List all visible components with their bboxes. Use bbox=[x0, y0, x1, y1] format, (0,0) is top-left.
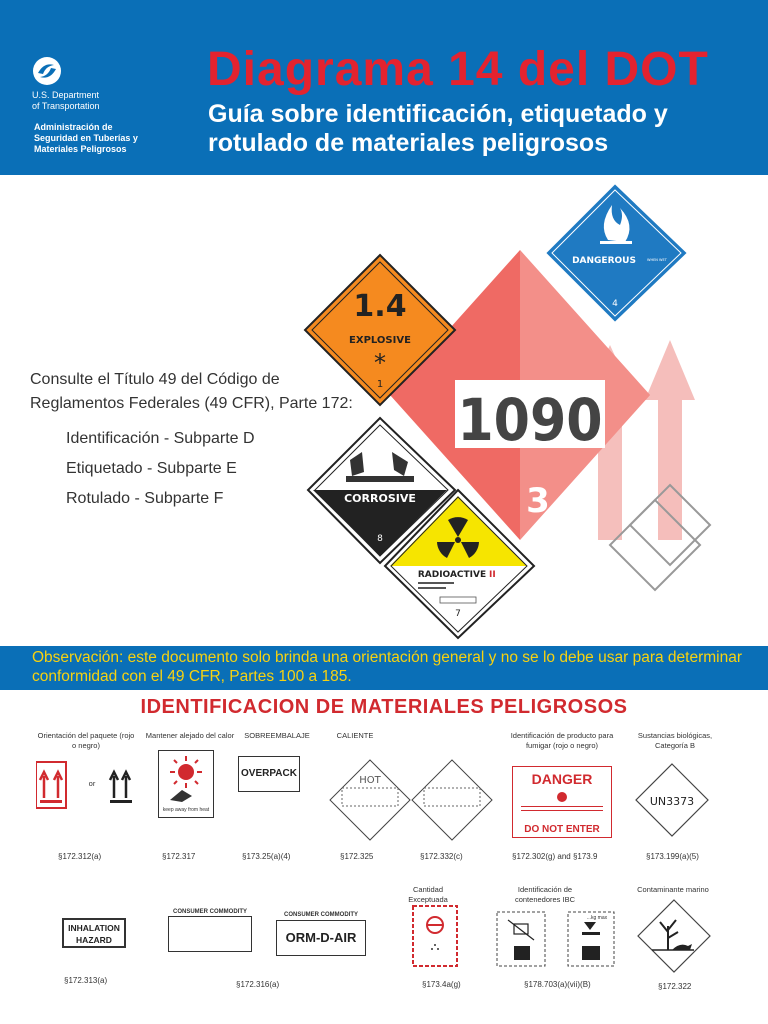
svg-text:CORROSIVE: CORROSIVE bbox=[344, 492, 416, 505]
hot-ref: §172.325 bbox=[340, 852, 374, 861]
overpack-label: SOBREEMBALAJE bbox=[244, 731, 310, 740]
biological-ref: §173.199(a)(5) bbox=[646, 852, 699, 861]
excepted-label: Cantidad Exceptuada bbox=[408, 885, 448, 904]
list-item: Rotulado - Subparte F bbox=[66, 490, 224, 507]
consumer-commodity-mark bbox=[168, 916, 252, 952]
svg-text:HOT: HOT bbox=[359, 775, 381, 786]
ibc-kg-label: ...kg max bbox=[586, 915, 608, 921]
inhalation-hazard-mark: INHALATION HAZARD bbox=[62, 918, 126, 948]
ibc-ref: §178.703(a)(vii)(B) bbox=[524, 980, 591, 989]
consumer-ref: §172.316(a) bbox=[236, 980, 280, 989]
intro-text: Consulte el Título 49 del Código de Reglamentos Federales (49 CFR), Parte 172: bbox=[30, 371, 353, 412]
orientation-label: Orientación del paquete (rojo o negro) bbox=[37, 731, 135, 750]
overpack-mark: OVERPACK bbox=[238, 756, 300, 792]
heat-caption: keep away from heat bbox=[162, 807, 210, 813]
page-title: Diagrama 14 del DOT bbox=[207, 43, 709, 96]
page-subtitle: Guía sobre identificación, etiquetado y rotulado de materiales peligrosos bbox=[208, 100, 668, 157]
svg-text:II: II bbox=[489, 570, 496, 580]
marine-pollutant-mark bbox=[636, 898, 712, 974]
svg-text:RADIOACTIVE: RADIOACTIVE bbox=[417, 570, 487, 580]
fumigant-label: Identificación de producto para fumigar (rojo o negro) bbox=[510, 731, 614, 750]
note-text: Observación: este documento solo brinda una orientación general y no se lo debe usar para determinar conformidad con el 49 CFR, Partes 100 a 185. bbox=[32, 649, 742, 685]
list-item: Identificación - Subparte D bbox=[66, 430, 255, 447]
or-label: or bbox=[88, 779, 96, 788]
orm-d-air-mark: ORM-D-AIR bbox=[276, 920, 366, 956]
hot-label: CALIENTE bbox=[336, 731, 374, 740]
heat-label: Mantener alejado del calor bbox=[145, 731, 235, 740]
consumer-label: CONSUMER COMMODITY bbox=[173, 909, 247, 915]
dot-logo-icon bbox=[32, 56, 62, 86]
flammable-class: 3 bbox=[526, 481, 550, 521]
svg-text:7: 7 bbox=[455, 609, 461, 619]
orientation-ref: §172.312(a) bbox=[58, 852, 102, 861]
un-number: 1090 bbox=[457, 386, 603, 454]
list-item: Etiquetado - Subparte E bbox=[66, 460, 237, 477]
section-title: IDENTIFICACION DE MATERIALES PELIGROSOS bbox=[140, 696, 628, 718]
ibc-label: Identificación de contenedores IBC bbox=[514, 885, 576, 904]
subpart-list bbox=[66, 424, 255, 514]
inhalation-ref: §172.313(a) bbox=[64, 976, 108, 985]
marine-label: Contaminante marino bbox=[637, 885, 709, 894]
excepted-quantity-mark bbox=[412, 905, 458, 967]
hot-mark bbox=[328, 758, 412, 842]
dept-name: U.S. Department of Transportation bbox=[32, 90, 100, 111]
excepted-ref: §173.4a(g) bbox=[422, 980, 461, 989]
do-not-enter-text: DO NOT ENTER bbox=[524, 824, 600, 835]
svg-text:1.4: 1.4 bbox=[353, 289, 407, 324]
fumigant-mark bbox=[512, 766, 612, 838]
svg-text:DANGEROUS: DANGEROUS bbox=[572, 256, 636, 266]
svg-text:8: 8 bbox=[377, 534, 383, 544]
svg-text:WHEN WET: WHEN WET bbox=[647, 258, 667, 262]
blank-diamond-mark bbox=[410, 758, 494, 842]
diamond-ref: §172.332(c) bbox=[420, 852, 463, 861]
sun-icon bbox=[162, 752, 210, 804]
un3373-mark bbox=[634, 762, 710, 838]
skull-icon bbox=[557, 792, 567, 802]
danger-text: DANGER bbox=[531, 771, 593, 787]
marine-ref: §172.322 bbox=[658, 982, 692, 991]
ormd-label: CONSUMER COMMODITY bbox=[284, 912, 358, 918]
svg-text:EXPLOSIVE: EXPLOSIVE bbox=[349, 335, 411, 346]
admin-name: Administración de Seguridad en Tuberías y Materiales Peligrosos bbox=[34, 122, 138, 154]
biological-label: Sustancias biológicas, Categoría B bbox=[637, 731, 713, 750]
svg-text:4: 4 bbox=[612, 299, 618, 309]
fumigant-ref: §172.302(g) and §173.9 bbox=[512, 852, 598, 861]
overpack-ref: §173.25(a)(4) bbox=[242, 852, 291, 861]
heat-ref: §172.317 bbox=[162, 852, 196, 861]
svg-text:UN3373: UN3373 bbox=[649, 795, 695, 808]
svg-text:1: 1 bbox=[376, 379, 384, 390]
svg-text:*: * bbox=[374, 349, 386, 377]
